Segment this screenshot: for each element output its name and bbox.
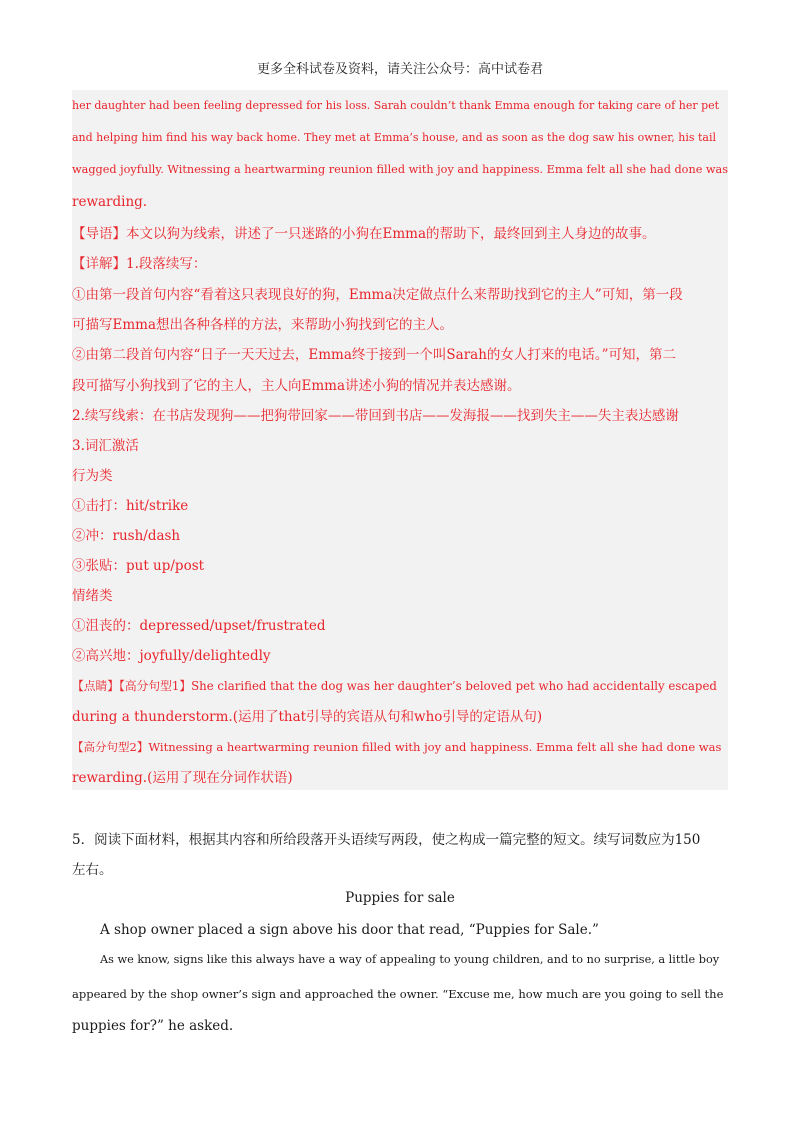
answer-line: her daughter had been feeling depressed for his loss. Sarah couldn’t thank Emma enough for taking care of her pet bbox=[72, 99, 720, 112]
vocab-item: ①沮丧的：depressed/upset/frustrated bbox=[72, 618, 326, 634]
vocab-category: 行为类 bbox=[72, 468, 113, 484]
clue-line: 2.续写线索：在书店发现狗——把狗带回家——带回到书店——发海报——找到失主——失主表达感谢 bbox=[72, 408, 679, 424]
question-instruction: 左右。 bbox=[72, 862, 113, 878]
passage-paragraph: appeared by the shop owner’s sign and approached the owner. “Excuse me, how much are you going to sell the bbox=[72, 987, 724, 1001]
answer-line: and helping him find his way back home. They met at Emma’s house, and as soon as the dog saw his owner, his tail bbox=[72, 131, 717, 144]
highlight-line: rewarding.(运用了现在分词作状语) bbox=[72, 770, 293, 786]
detail-line: 段可描写小狗找到了它的主人，主人向Emma讲述小狗的情况并表达感谢。 bbox=[72, 378, 521, 394]
vocab-item: ③张贴：put up/post bbox=[72, 558, 205, 574]
passage-paragraph: As we know, signs like this always have a way of appealing to young children, and to no surprise, a little boy bbox=[100, 953, 720, 966]
page-header: 更多全科试卷及资料，请关注公众号：高中试卷君 bbox=[256, 62, 543, 77]
passage-paragraph: puppies for?” he asked. bbox=[72, 1018, 234, 1034]
answer-line: wagged joyfully. Witnessing a heartwarming reunion filled with joy and happiness. Emma felt all she had done was bbox=[72, 163, 729, 176]
vocab-item: ②冲：rush/dash bbox=[72, 528, 181, 544]
vocab-item: ②高兴地：joyfully/delightedly bbox=[72, 648, 271, 664]
intro-line: 【导语】本文以狗为线索，讲述了一只迷路的小狗在Emma的帮助下，最终回到主人身边的故事。 bbox=[72, 226, 656, 242]
vocab-heading: 3.词汇激活 bbox=[72, 438, 139, 454]
passage-title: Puppies for sale bbox=[345, 890, 455, 906]
vocab-item: ①击打：hit/strike bbox=[72, 498, 189, 514]
detail-heading: 【详解】1.段落续写： bbox=[72, 256, 207, 272]
detail-line: 可描写Emma想出各种各样的方法，来帮助小狗找到它的主人。 bbox=[72, 317, 454, 333]
highlight-line: 【点睛】【高分句型1】She clarified that the dog was her daughter’s beloved pet who had accidentally escaped bbox=[72, 679, 717, 693]
detail-line: ①由第一段首句内容“看着这只表现良好的狗，Emma决定做点什么来帮助找到它的主人”可知，第一段 bbox=[72, 287, 683, 303]
highlight-line: 【高分句型2】Witnessing a heartwarming reunion filled with joy and happiness. Emma felt all she had done was bbox=[72, 740, 722, 754]
vocab-category: 情绪类 bbox=[72, 588, 113, 604]
answer-line: rewarding. bbox=[72, 194, 148, 210]
detail-line: ②由第二段首句内容“日子一天天过去，Emma终于接到一个叫Sarah的女人打来的电话。”可知，第二 bbox=[72, 347, 677, 363]
question-instruction: 5．阅读下面材料，根据其内容和所给段落开头语续写两段，使之构成一篇完整的短文。续写词数应为150 bbox=[72, 832, 701, 848]
highlight-line: during a thunderstorm.(运用了that引导的宾语从句和who引导的定语从句) bbox=[72, 709, 543, 725]
passage-paragraph: A shop owner placed a sign above his door that read, “Puppies for Sale.” bbox=[100, 922, 599, 938]
